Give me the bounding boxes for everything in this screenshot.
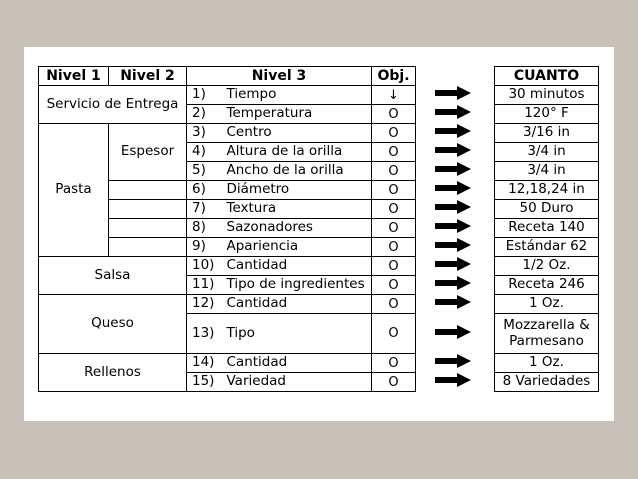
cuanto-value: Receta 246 <box>495 276 599 295</box>
obj-marker: O <box>372 181 416 200</box>
row-label: Temperatura <box>222 105 372 124</box>
arrow-cell <box>432 295 474 314</box>
right-arrow-icon <box>435 105 471 123</box>
group-queso: Queso <box>39 295 187 354</box>
row-number: 14) <box>187 354 222 373</box>
spacer <box>416 105 432 124</box>
row-label: Apariencia <box>222 238 372 257</box>
row-number: 12) <box>187 295 222 314</box>
right-arrow-icon <box>435 162 471 180</box>
table-row <box>39 219 599 238</box>
right-arrow-icon <box>435 181 471 199</box>
arrow-cell <box>432 276 474 295</box>
spacer <box>474 86 495 105</box>
group-salsa: Salsa <box>39 257 187 295</box>
spacer <box>416 181 432 200</box>
right-arrow-icon <box>435 200 471 218</box>
row-number: 10) <box>187 257 222 276</box>
obj-marker: O <box>372 354 416 373</box>
row-number: 5) <box>187 162 222 181</box>
arrow-cell <box>432 238 474 257</box>
slide-card <box>24 47 614 421</box>
arrow-cell <box>432 200 474 219</box>
obj-marker: O <box>372 162 416 181</box>
row-label: Cantidad <box>222 257 372 276</box>
spacer <box>416 86 432 105</box>
row-label: Tiempo <box>222 86 372 105</box>
arrow-cell <box>432 219 474 238</box>
arrow-cell <box>432 181 474 200</box>
header-gap <box>474 67 495 86</box>
row-number: 15) <box>187 373 222 392</box>
arrow-cell <box>432 314 474 354</box>
row-label: Ancho de la orilla <box>222 162 372 181</box>
cuanto-value: 1 Oz. <box>495 295 599 314</box>
subgroup-empty <box>109 219 187 238</box>
row-number: 3) <box>187 124 222 143</box>
header-nivel3: Nivel 3 <box>187 67 372 86</box>
spacer <box>474 162 495 181</box>
spacer <box>416 314 432 354</box>
header-row <box>39 67 599 86</box>
cuanto-value: Estándar 62 <box>495 238 599 257</box>
cuanto-value: 120° F <box>495 105 599 124</box>
spacer <box>416 219 432 238</box>
spacer <box>416 354 432 373</box>
cuanto-value: Mozzarella & Parmesano <box>495 314 599 354</box>
row-number: 11) <box>187 276 222 295</box>
obj-marker: O <box>372 314 416 354</box>
right-arrow-icon <box>435 257 471 275</box>
obj-down-arrow: ↓ <box>372 86 416 105</box>
cuanto-value: 12,18,24 in <box>495 181 599 200</box>
obj-marker: O <box>372 124 416 143</box>
right-arrow-icon <box>435 276 471 294</box>
group-servicio: Servicio de Entrega <box>39 86 187 124</box>
row-number: 13) <box>187 314 222 354</box>
right-arrow-icon <box>435 295 471 313</box>
obj-marker: O <box>372 295 416 314</box>
spacer <box>416 276 432 295</box>
cuanto-value: 3/4 in <box>495 162 599 181</box>
subgroup-empty <box>109 181 187 200</box>
cuanto-value: 3/4 in <box>495 143 599 162</box>
row-label: Textura <box>222 200 372 219</box>
row-label: Cantidad <box>222 354 372 373</box>
obj-marker: O <box>372 276 416 295</box>
obj-marker: O <box>372 105 416 124</box>
header-nivel1: Nivel 1 <box>39 67 109 86</box>
arrow-cell <box>432 105 474 124</box>
row-number: 7) <box>187 200 222 219</box>
group-rellenos: Rellenos <box>39 354 187 392</box>
table-row <box>39 295 599 314</box>
row-number: 6) <box>187 181 222 200</box>
obj-marker: O <box>372 373 416 392</box>
arrow-cell <box>432 373 474 392</box>
spacer <box>416 238 432 257</box>
header-nivel2: Nivel 2 <box>109 67 187 86</box>
cuanto-value: 30 minutos <box>495 86 599 105</box>
table-row <box>39 124 599 143</box>
arrow-cell <box>432 257 474 276</box>
spacer <box>416 143 432 162</box>
row-label: Tipo de ingredientes <box>222 276 372 295</box>
obj-marker: O <box>372 219 416 238</box>
cuanto-value: 1 Oz. <box>495 354 599 373</box>
spacer <box>474 105 495 124</box>
arrow-cell <box>432 86 474 105</box>
arrow-cell <box>432 124 474 143</box>
obj-marker: O <box>372 257 416 276</box>
spacer <box>474 219 495 238</box>
right-arrow-icon <box>435 354 471 372</box>
spacer <box>474 257 495 276</box>
row-label: Diámetro <box>222 181 372 200</box>
obj-marker: O <box>372 238 416 257</box>
row-number: 9) <box>187 238 222 257</box>
right-arrow-icon <box>435 373 471 391</box>
group-pasta: Pasta <box>39 124 109 257</box>
cuanto-value: 8 Variedades <box>495 373 599 392</box>
row-label: Variedad <box>222 373 372 392</box>
row-label: Altura de la orilla <box>222 143 372 162</box>
subgroup-empty <box>109 238 187 257</box>
header-gap <box>432 67 474 86</box>
table-row <box>39 86 599 105</box>
table-row <box>39 257 599 276</box>
row-label: Sazonadores <box>222 219 372 238</box>
row-number: 4) <box>187 143 222 162</box>
header-cuanto: CUANTO <box>495 67 599 86</box>
row-label: Tipo <box>222 314 372 354</box>
cuanto-value: 1/2 Oz. <box>495 257 599 276</box>
row-number: 2) <box>187 105 222 124</box>
spacer <box>474 314 495 354</box>
spacer <box>416 162 432 181</box>
right-arrow-icon <box>435 86 471 104</box>
spacer <box>474 276 495 295</box>
spacer <box>474 181 495 200</box>
arrow-cell <box>432 143 474 162</box>
spacer <box>416 200 432 219</box>
header-obj: Obj. <box>372 67 416 86</box>
subgroup-empty <box>109 200 187 219</box>
obj-marker: O <box>372 143 416 162</box>
spacer <box>474 143 495 162</box>
subgroup-espesor: Espesor <box>109 124 187 181</box>
spacer <box>416 257 432 276</box>
table-row <box>39 354 599 373</box>
header-gap <box>416 67 432 86</box>
table-row <box>39 200 599 219</box>
spacer <box>474 124 495 143</box>
cuanto-value: 50 Duro <box>495 200 599 219</box>
spacer <box>416 295 432 314</box>
spacer <box>474 354 495 373</box>
cuanto-value: Receta 140 <box>495 219 599 238</box>
row-label: Cantidad <box>222 295 372 314</box>
table-row <box>39 238 599 257</box>
table-row <box>39 181 599 200</box>
right-arrow-icon <box>435 124 471 142</box>
right-arrow-icon <box>435 238 471 256</box>
row-label: Centro <box>222 124 372 143</box>
spacer <box>416 373 432 392</box>
spacer <box>474 238 495 257</box>
spacer <box>474 295 495 314</box>
row-number: 1) <box>187 86 222 105</box>
arrow-cell <box>432 354 474 373</box>
arrow-cell <box>432 162 474 181</box>
spacer <box>474 373 495 392</box>
spacer <box>416 124 432 143</box>
right-arrow-icon <box>435 143 471 161</box>
row-number: 8) <box>187 219 222 238</box>
cuanto-value: 3/16 in <box>495 124 599 143</box>
right-arrow-icon <box>435 325 471 343</box>
obj-marker: O <box>372 200 416 219</box>
quality-table <box>38 66 599 392</box>
right-arrow-icon <box>435 219 471 237</box>
spacer <box>474 200 495 219</box>
